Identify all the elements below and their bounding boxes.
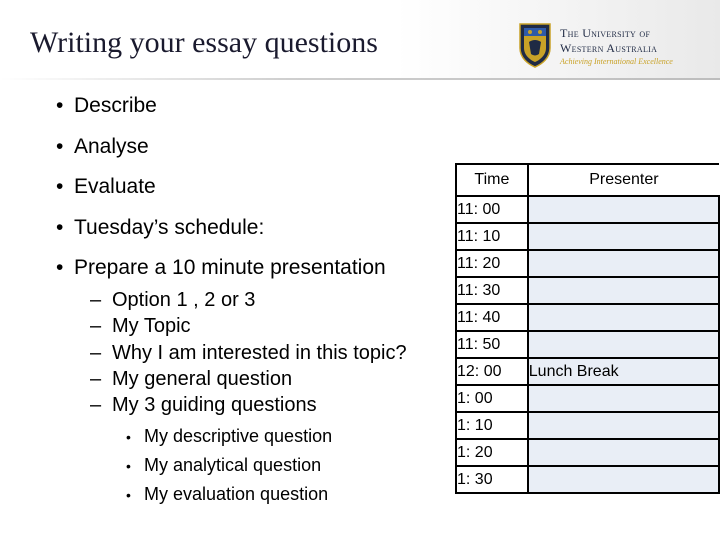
time-cell: 11: 10 [456,223,528,250]
time-cell: 11: 50 [456,331,528,358]
presenter-column-header: Presenter [528,164,719,196]
slide-title: Writing your essay questions [30,26,378,59]
sub-dash: – [90,289,102,311]
table-row [456,223,719,250]
table-row [456,358,719,385]
schedule-table [455,163,720,494]
bullet-dot: • [56,94,64,117]
logo-tagline: Achieving International Excellence [560,57,673,66]
time-column-header: Time [456,164,528,196]
presenter-cell [528,439,719,466]
bullet-dot: • [56,175,64,198]
logo-text-line2: Western Australia [560,41,658,55]
crest-icon [518,22,552,68]
guiding-question-label: My descriptive question [144,426,333,446]
bullet-dot: • [126,487,131,503]
table-row [456,196,719,223]
presenter-cell: Lunch Break [528,358,719,385]
presenter-cell [528,304,719,331]
bullet-dot: • [126,458,131,474]
time-cell: 11: 20 [456,250,528,277]
table-row [456,412,719,439]
sub-dash: – [90,315,102,337]
time-cell: 1: 30 [456,466,528,493]
sub-label: Option 1 , 2 or 3 [112,289,256,311]
table-header-row [456,164,719,196]
table-row [456,439,719,466]
sub-label: My Topic [112,315,191,337]
bullet-label: Prepare a 10 minute presentation [74,256,386,279]
table-row [456,304,719,331]
table-row [456,250,719,277]
time-cell: 1: 00 [456,385,528,412]
header-divider [0,78,720,80]
time-cell: 1: 20 [456,439,528,466]
bullet-label: Describe [74,94,157,117]
presenter-cell [528,277,719,304]
presenter-cell [528,223,719,250]
presenter-cell [528,385,719,412]
guiding-question-label: My analytical question [144,455,322,475]
presenter-cell [528,250,719,277]
university-logo [516,20,706,72]
bullet-dot: • [56,256,64,279]
presenter-cell [528,331,719,358]
presenter-cell [528,196,719,223]
sub-dash: – [90,394,102,416]
sub-label: My general question [112,368,293,390]
presenter-cell [528,466,719,493]
time-cell: 11: 00 [456,196,528,223]
bullet-dot: • [56,135,64,158]
bullet-dot: • [56,216,64,239]
time-cell: 11: 30 [456,277,528,304]
bullet-label: Analyse [74,135,149,158]
bullet-label: Tuesday’s schedule: [74,216,265,239]
table-row [456,466,719,493]
table-row [456,277,719,304]
table-row [456,331,719,358]
bullet-dot: • [126,429,131,445]
time-cell: 11: 40 [456,304,528,331]
table-row [456,385,719,412]
bullet-label: Evaluate [74,175,156,198]
time-cell: 12: 00 [456,358,528,385]
sub-label: Why I am interested in this topic? [112,342,407,364]
sub-dash: – [90,368,102,390]
sub-dash: – [90,342,102,364]
sub-label: My 3 guiding questions [112,394,317,416]
logo-text-line1: The University of [560,26,651,40]
guiding-question-label: My evaluation question [144,484,329,504]
time-cell: 1: 10 [456,412,528,439]
presenter-cell [528,412,719,439]
